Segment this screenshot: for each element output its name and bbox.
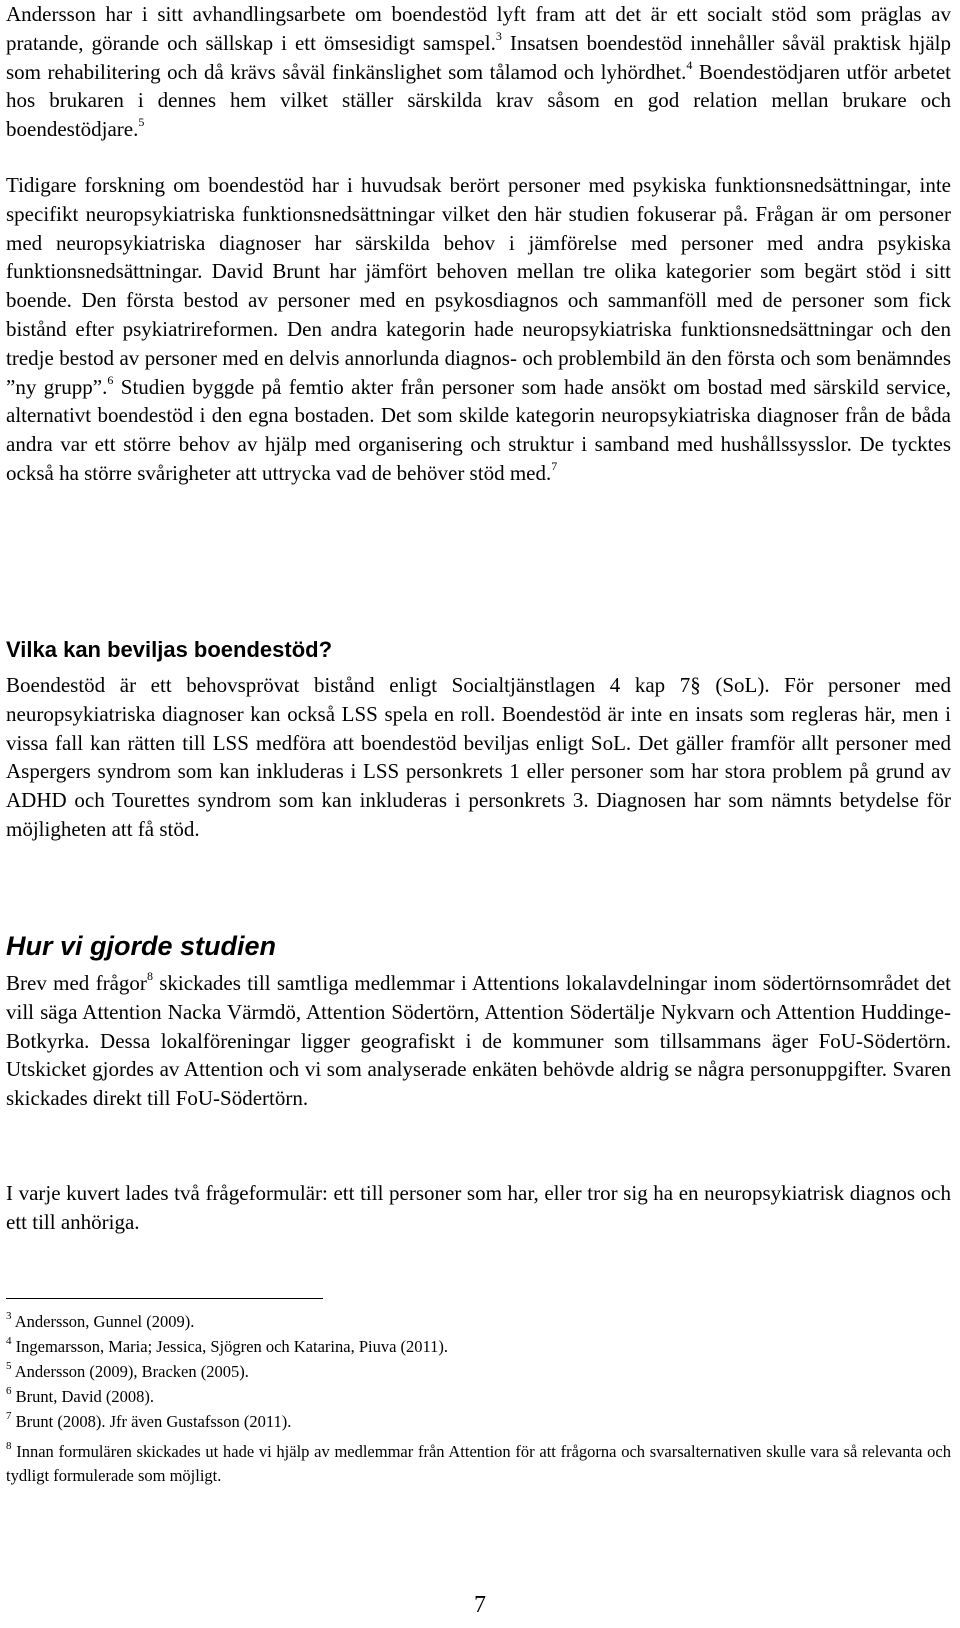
footnote-ref-7[interactable]: 7: [551, 458, 558, 473]
footnote-7: [6, 1410, 951, 1434]
paragraph-method: [6, 969, 951, 1113]
footnote-4: [6, 1335, 951, 1359]
footnote-ref-4[interactable]: 4: [686, 57, 693, 72]
text-run: Insatsen boendestöd innehåller såväl praktisk hjälp som rehabilitering och då krävs såväl finkänslighet som tålamod och lyhördhet.: [6, 30, 951, 84]
footnote-text: Andersson (2009), Bracken (2005).: [14, 1362, 249, 1381]
page-number: 7: [474, 1592, 486, 1618]
section-heading-method: Hur vi gjorde studien: [6, 931, 277, 961]
footnote-number: 7: [6, 1409, 12, 1422]
footnote-number: 4: [6, 1334, 12, 1347]
footnote-ref-3[interactable]: 3: [495, 28, 502, 43]
paragraph-eligibility: Boendestöd är ett behovsprövat bistånd enligt Socialtjänstlagen 4 kap 7§ (SoL). För personer med neuropsykiatriska diagnoser kan också LSS spela en roll. Boendestöd är inte en insats som regleras här, men i vissa fall kan rätten till LSS medföra att boendestöd beviljas enligt SoL. Det gäller framför allt personer med Aspergers syndrom som kan inkluderas i LSS personkrets 1 eller personer som har stora problem på grund av ADHD och Tourettes syndrom som kan inkluderas i personkrets 3. Diagnosen har som nämnts betydelse för möjligheten att få stöd.: [6, 673, 951, 841]
footnote-text: Brunt (2008). Jfr även Gustafsson (2011).: [15, 1412, 292, 1431]
paragraph-previous-research: [6, 171, 951, 488]
footnote-number: 6: [6, 1384, 12, 1397]
footnote-text: Ingemarsson, Maria; Jessica, Sjögren och Katarina, Piuva (2011).: [15, 1337, 449, 1356]
text-run: Tidigare forskning om boendestöd har i huvudsak berört personer med psykiska funktionsnedsättningar, inte specifikt neuropsykiatriska funktionsnedsättningar vilket den här studien fokuserar på. Frågan är om personer med neuropsykiatriska diagnoser har särskilda behov i jämförelse med personer med andra psykiska funktionsnedsättningar. David Brunt har jämfört behoven mellan tre olika kategorier som begärt stöd i sitt boende. Den första bestod av personer med en psykosdiagnos och sammanföll med de personer som fick bistånd efter psykiatrireformen. Den andra kategorin hade neuropsykiatriska funktionsnedsättningar och den tredje bestod av personer med en delvis annorlunda diagnos- och problembild än den första och som benämndes ”ny grupp”.: [6, 173, 951, 399]
footnote-text: Andersson, Gunnel (2009).: [14, 1312, 195, 1331]
footnote-5: [6, 1360, 951, 1384]
footnote-number: 5: [6, 1359, 12, 1372]
text-run: Andersson har i sitt avhandlingsarbete om boendestöd lyft fram att det är ett socialt stöd som präglas av pratande, görande och sällskap i ett ömsesidigt samspel.: [6, 2, 951, 55]
footnote-text: Innan formulären skickades ut hade vi hjälp av medlemmar från Attention för att frågorna och svarsalternativen skulle vara så relevanta och tydligt formulerade som möjligt.: [6, 1442, 952, 1485]
text-run: Brev med frågor: [6, 971, 147, 995]
text-run: skickades till samtliga medlemmar i Attentions lokalavdelningar inom södertörnsområdet det vill säga Attention Nacka Värmdö, Attention Södertörn, Attention Södertälje Nykvarn och Attention Huddinge-Botkyrka. Dessa lokalföreningar ligger geografiskt i de kommuner som tillsammans äger FoU-Södertörn. Utskicket gjordes av Attention och vi som analyserade enkäten behövde aldrig se några personuppgifter. Svaren skickades direkt till FoU-Södertörn.: [6, 971, 952, 1111]
footnote-number: 3: [6, 1309, 12, 1322]
footnote-ref-5[interactable]: 5: [138, 115, 145, 130]
paragraph-boendestod-intro: [6, 0, 951, 144]
footnote-divider: [6, 1298, 323, 1299]
text-run: Studien byggde på femtio akter från personer som hade ansökt om bostad med särskild service, alternativt boendestöd i den egna bostaden. Det som skilde kategorin neuropsykiatriska diagnoser från de båda andra var ett större behov av hjälp med organisering och struktur i samband med hushållssysslor. De tycktes också ha större svårigheter att uttrycka vad de behöver stöd med.: [6, 374, 951, 485]
footnote-3: [6, 1310, 951, 1334]
paragraph-envelope: I varje kuvert lades två frågeformulär: ett till personer som har, eller tror sig ha en neuropsykiatrisk diagnos och ett till anhöriga.: [6, 1181, 951, 1234]
text-run: Boendestödjaren utför arbetet hos brukaren i dennes hem vilket ställer särskilda krav såsom en god relation mellan brukare och boendestödjare.: [6, 59, 951, 142]
footnote-ref-6[interactable]: 6: [107, 372, 114, 387]
footnote-text: Brunt, David (2008).: [15, 1387, 155, 1406]
section-heading-eligibility: Vilka kan beviljas boendestöd?: [6, 637, 333, 662]
footnote-6: [6, 1385, 951, 1409]
footnote-ref-8[interactable]: 8: [146, 969, 153, 983]
footnote-number: 8: [6, 1439, 12, 1452]
footnote-8: [6, 1440, 951, 1488]
